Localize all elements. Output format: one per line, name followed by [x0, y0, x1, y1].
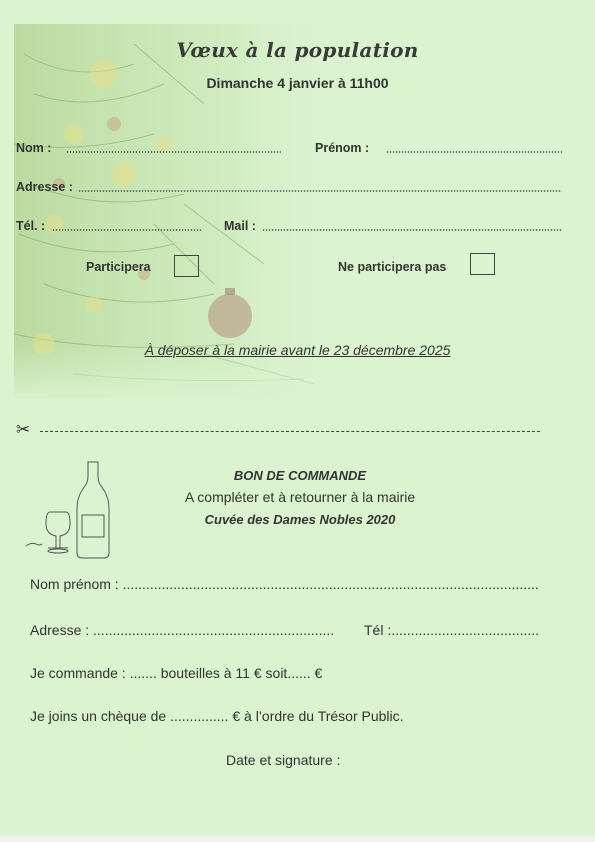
order-adresse-label: Adresse : — [30, 622, 94, 638]
wine-bottle-glass-icon — [22, 460, 122, 560]
scissors-icon: ✂ — [16, 420, 31, 439]
nom-field[interactable] — [66, 151, 281, 153]
nom-label: Nom : — [16, 141, 52, 155]
deadline-notice: À déposer à la mairie avant le 23 décembre 2025 — [144, 342, 451, 358]
nom-prenom-row[interactable] — [30, 576, 539, 592]
signature-label: Date et signature : — [226, 752, 341, 768]
mail-label: Mail : — [224, 219, 256, 233]
order-adresse-row[interactable] — [30, 622, 334, 638]
order-title: BON DE COMMANDE — [233, 468, 367, 483]
order-adresse-field[interactable]: .............................................................. — [93, 622, 335, 638]
participera-checkbox[interactable] — [174, 255, 199, 277]
prenom-label: Prénom : — [315, 141, 370, 155]
page-title: Vœux à la population — [176, 38, 419, 62]
event-date: Dimanche 4 janvier à 11h00 — [206, 75, 389, 91]
mail-field[interactable] — [262, 229, 562, 231]
order-tel-field[interactable]: ...................................... — [391, 622, 540, 638]
ne-participera-checkbox[interactable] — [470, 253, 495, 275]
adresse-label: Adresse : — [16, 180, 73, 194]
adresse-field[interactable] — [78, 190, 562, 192]
ne-participera-label: Ne participera pas — [338, 260, 447, 274]
cheque-line[interactable]: Je joins un chèque de ............... € à l’ordre du Trésor Public. — [30, 708, 404, 724]
nom-prenom-label: Nom prénom : — [30, 576, 123, 592]
participera-label: Participera — [86, 260, 151, 274]
commande-line[interactable]: Je commande : ....... bouteilles à 11 € soit...... € — [30, 665, 323, 681]
order-tel-row[interactable] — [364, 622, 539, 638]
tel-field[interactable] — [52, 229, 202, 231]
tel-label: Tél. : — [16, 219, 46, 233]
order-instruction: A compléter et à retourner à la mairie — [184, 489, 416, 505]
cuvee-name: Cuvée des Dames Nobles 2020 — [204, 512, 396, 527]
prenom-field[interactable] — [386, 151, 562, 153]
cut-line — [40, 431, 540, 432]
nom-prenom-field[interactable]: ........................................................................................................... — [122, 576, 539, 592]
order-tel-label: Tél : — [364, 622, 392, 638]
